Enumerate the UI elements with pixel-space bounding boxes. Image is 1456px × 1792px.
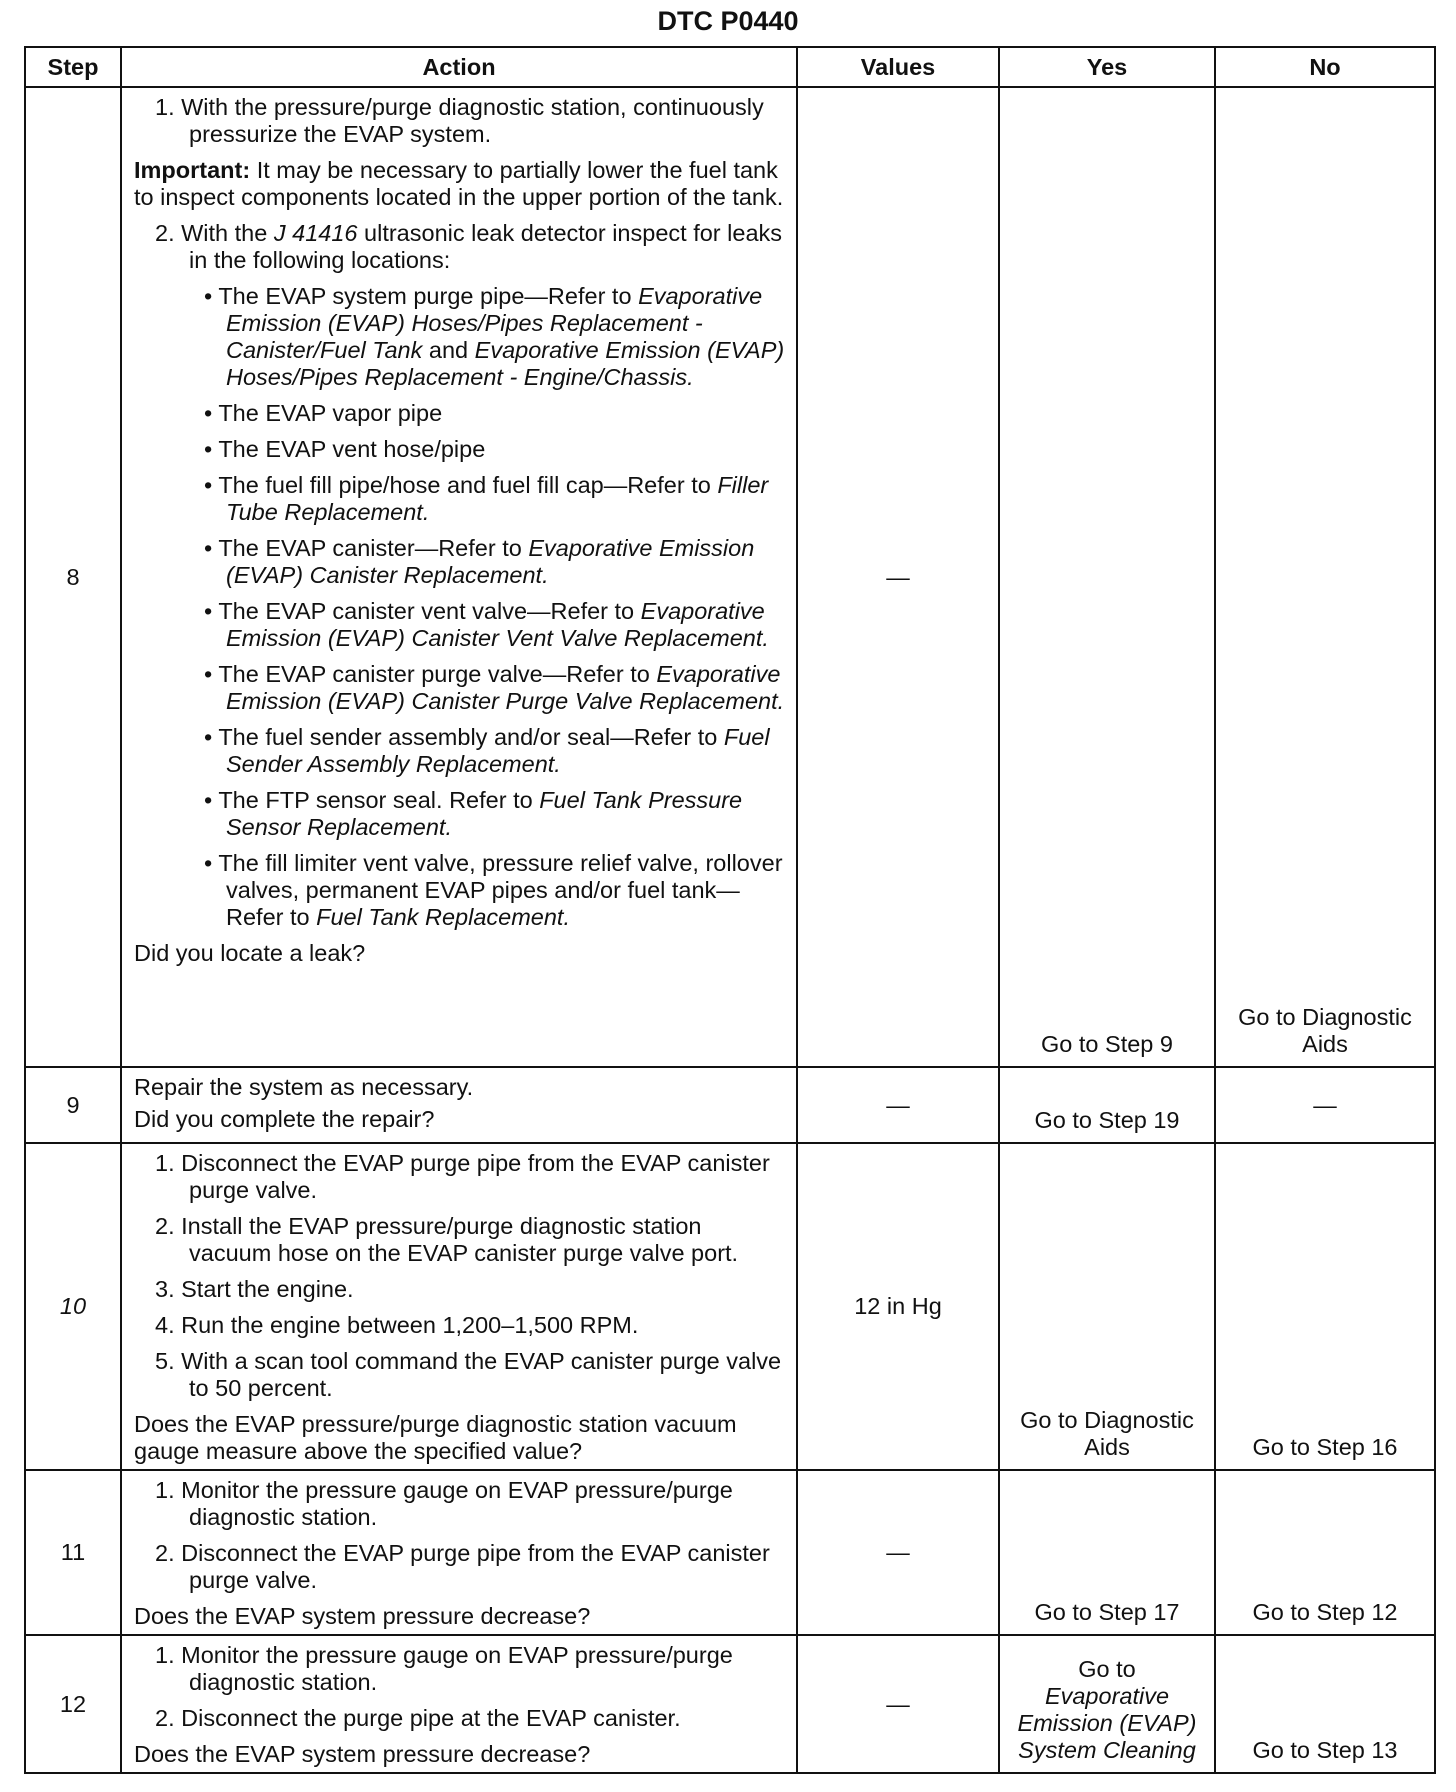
- no-cell: Go to Step 16: [1215, 1143, 1435, 1470]
- bullet-item: [134, 850, 788, 931]
- table-row-step-12: [25, 1635, 1435, 1773]
- no-cell: Go to Step 13: [1215, 1635, 1435, 1773]
- values-cell: —: [797, 1635, 999, 1773]
- header-no: No: [1215, 47, 1435, 87]
- yes-cell: Go to Step 17: [999, 1470, 1215, 1635]
- action-cell: [121, 1143, 797, 1470]
- action-step: 4. Run the engine between 1,200–1,500 RPM.: [155, 1312, 639, 1338]
- action-step: 2. Disconnect the EVAP purge pipe from the EVAP canister purge valve.: [155, 1540, 770, 1593]
- no-cell: Go to Diagnostic Aids: [1215, 87, 1435, 1067]
- procedure-reference: Filler Tube Replacement.: [226, 472, 769, 525]
- bullet-item: [134, 535, 788, 589]
- procedure-reference: Fuel Sender Assembly Replacement.: [226, 724, 770, 777]
- values-cell: —: [797, 1470, 999, 1635]
- text-span: • The fill limiter vent valve, pressure relief valve, rollover valves, permanent EVAP pipes and/or fuel tank—Refer to: [204, 850, 783, 930]
- text-span: ultrasonic leak detector inspect for leaks in the following locations:: [189, 220, 783, 273]
- action-question: Did you complete the repair?: [134, 1106, 435, 1132]
- values-cell: —: [797, 1067, 999, 1143]
- table-row-step-10: [25, 1143, 1435, 1470]
- text-span: • The fuel sender assembly and/or seal—Refer to: [204, 724, 724, 750]
- important-text: It may be necessary to partially lower the fuel tank to inspect components located in the upper portion of the tank.: [134, 157, 784, 210]
- dtc-table: [24, 46, 1436, 1774]
- action-cell: [121, 87, 797, 1067]
- action-question: Does the EVAP pressure/purge diagnostic station vacuum gauge measure above the specified value?: [134, 1411, 737, 1464]
- page-title: DTC P0440: [657, 6, 799, 36]
- action-step: 1. Disconnect the EVAP purge pipe from the EVAP canister purge valve.: [155, 1150, 770, 1203]
- step-number: 10: [25, 1143, 121, 1470]
- procedure-reference: Evaporative Emission (EVAP) System Cleaning: [1017, 1683, 1197, 1763]
- step-number: 8: [25, 87, 121, 1067]
- text-span: • The fuel fill pipe/hose and fuel fill cap—Refer to: [204, 472, 718, 498]
- table-header-row: [25, 47, 1435, 87]
- important-note: [134, 157, 788, 211]
- action-step: 1. Monitor the pressure gauge on EVAP pressure/purge diagnostic station.: [155, 1642, 733, 1695]
- procedure-reference: Fuel Tank Pressure Sensor Replacement.: [226, 787, 743, 840]
- important-label: Important:: [134, 157, 251, 183]
- table-row-step-9: [25, 1067, 1435, 1143]
- action-question: Did you locate a leak?: [134, 940, 366, 966]
- header-values: Values: [797, 47, 999, 87]
- values-cell: —: [797, 87, 999, 1067]
- action-cell: [121, 1635, 797, 1773]
- text-span: and: [422, 337, 475, 363]
- bullet-item: • The EVAP vapor pipe: [204, 400, 443, 426]
- action-cell: [121, 1067, 797, 1143]
- yes-cell: Go to Step 19: [999, 1067, 1215, 1143]
- table-row-step-8: [25, 87, 1435, 1067]
- action-question: Does the EVAP system pressure decrease?: [134, 1603, 591, 1629]
- bullet-item: [134, 661, 788, 715]
- bullet-item: [134, 472, 788, 526]
- action-step: 5. With a scan tool command the EVAP canister purge valve to 50 percent.: [155, 1348, 782, 1401]
- action-step: 3. Start the engine.: [155, 1276, 354, 1302]
- procedure-reference: Fuel Tank Replacement.: [316, 904, 570, 930]
- bullet-item: [134, 283, 788, 391]
- table-row-step-11: [25, 1470, 1435, 1635]
- bullet-item: • The EVAP vent hose/pipe: [204, 436, 486, 462]
- action-step: [134, 220, 788, 274]
- text-span: • The EVAP canister—Refer to: [204, 535, 529, 561]
- header-action: Action: [121, 47, 797, 87]
- procedure-reference: Evaporative Emission (EVAP) Canister Vent Valve Replacement.: [226, 598, 769, 651]
- action-step: Repair the system as necessary.: [134, 1074, 474, 1100]
- action-step: 2. Install the EVAP pressure/purge diagnostic station vacuum hose on the EVAP canister purge valve port.: [155, 1213, 739, 1266]
- step-number: 11: [25, 1470, 121, 1635]
- step-number: 9: [25, 1067, 121, 1143]
- procedure-reference: Evaporative Emission (EVAP) Hoses/Pipes Replacement - Engine/Chassis.: [226, 337, 785, 390]
- yes-cell: [999, 1635, 1215, 1773]
- bullet-item: [134, 598, 788, 652]
- bullet-item: [134, 787, 788, 841]
- values-cell: 12 in Hg: [797, 1143, 999, 1470]
- yes-cell: Go to Diagnostic Aids: [999, 1143, 1215, 1470]
- text-span: 2. With the: [155, 220, 274, 246]
- yes-goto-label: Go to: [1078, 1656, 1136, 1682]
- action-step: 1. With the pressure/purge diagnostic station, continuously pressurize the EVAP system.: [155, 94, 764, 147]
- action-step: 2. Disconnect the purge pipe at the EVAP canister.: [155, 1705, 681, 1731]
- procedure-reference: Evaporative Emission (EVAP) Hoses/Pipes Replacement - Canister/Fuel Tank: [226, 283, 763, 363]
- text-span: • The EVAP system purge pipe—Refer to: [204, 283, 639, 309]
- header-step: Step: [25, 47, 121, 87]
- header-yes: Yes: [999, 47, 1215, 87]
- bullet-item: [134, 724, 788, 778]
- action-cell: [121, 1470, 797, 1635]
- text-span: • The EVAP canister purge valve—Refer to: [204, 661, 657, 687]
- action-step: 1. Monitor the pressure gauge on EVAP pressure/purge diagnostic station.: [155, 1477, 733, 1530]
- no-cell: —: [1215, 1067, 1435, 1143]
- no-cell: Go to Step 12: [1215, 1470, 1435, 1635]
- text-span: • The EVAP canister vent valve—Refer to: [204, 598, 641, 624]
- action-question: Does the EVAP system pressure decrease?: [134, 1741, 591, 1767]
- text-span: • The FTP sensor seal. Refer to: [204, 787, 540, 813]
- tool-reference: J 41416: [273, 220, 358, 246]
- procedure-reference: Evaporative Emission (EVAP) Canister Purge Valve Replacement.: [226, 661, 785, 714]
- yes-cell: Go to Step 9: [999, 87, 1215, 1067]
- procedure-reference: Evaporative Emission (EVAP) Canister Replacement.: [226, 535, 755, 588]
- step-number: 12: [25, 1635, 121, 1773]
